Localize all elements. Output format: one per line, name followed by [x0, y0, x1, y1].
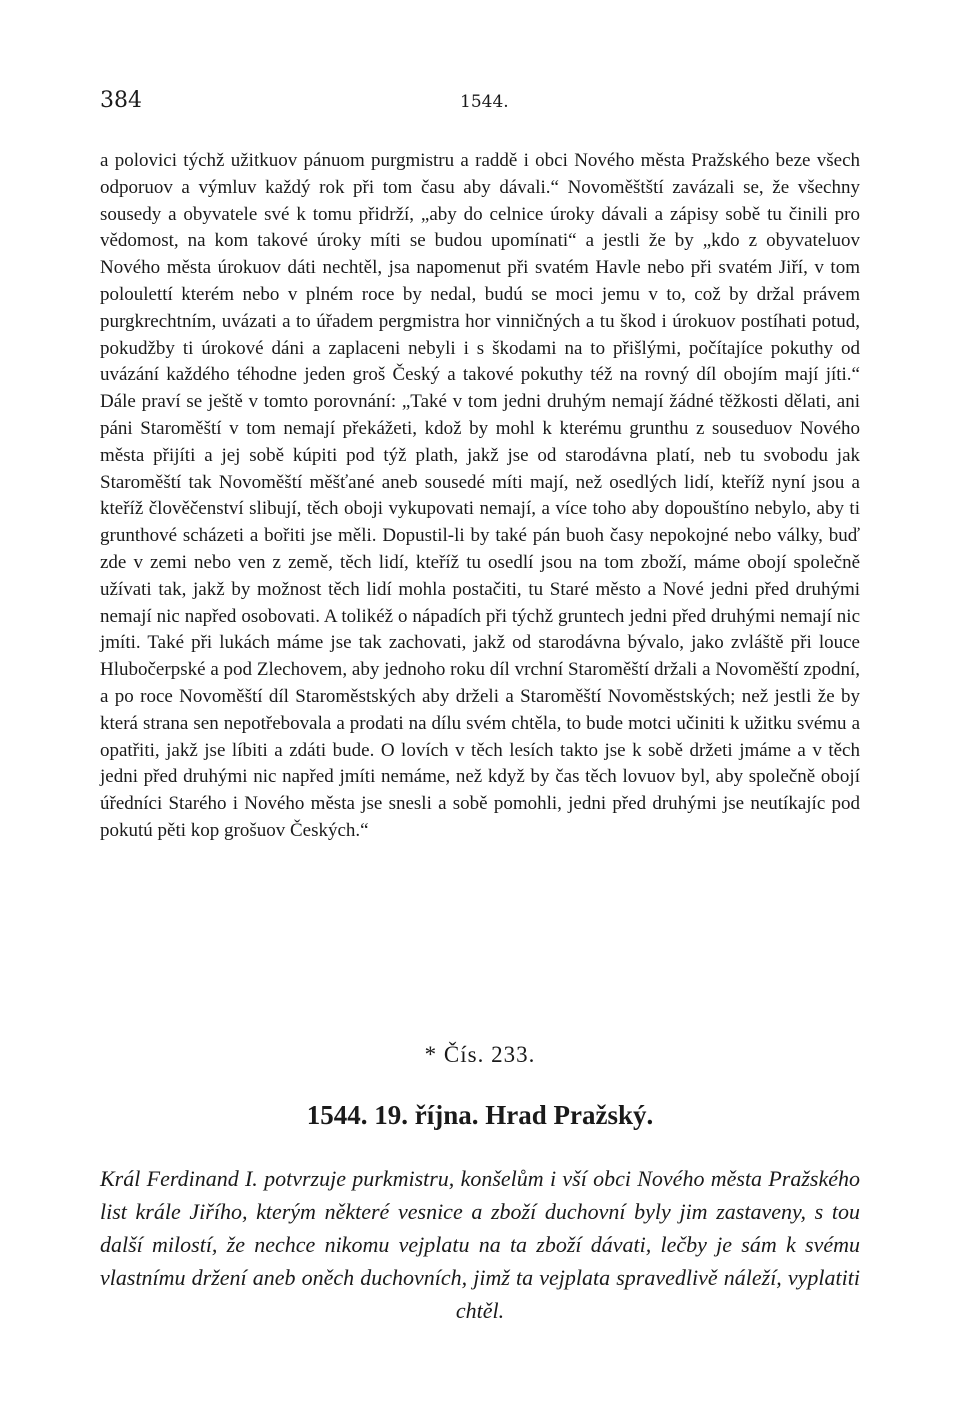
running-head-year: 1544. [460, 92, 509, 112]
body-paragraph: a polovici týchž užitkuov pánuom purgmistru a raddě i obci Nového města Pražského beze všech odporuov a výmluv každý rok při tom času aby dávali.“ Novoměštští zavázali se, že všechny sousedy a obyvatele své k tomu přidrží, „aby do celnice úroky dávali a zápisy sobě tu činili pro vědomost, na kom takové úroky míti se budou upomínati“ a jestli že by „kdo z obyvateluov Nového města úrokuov dáti nechtěl, jsa napomenut při svatém Havle nebo při svatém Jiří, v tom poloulettí kterém nebo v plném roce by nedal, budú se moci jemu v to, což by držal právem purgkrechtním, uvázati a to úřadem pergmistra hor vinničných a tu škod i úrokuov postíhati potud, pokudžby ti úrokové dáni a zaplaceni nebyli i s škodami na to přišlými, počítajíce pokuthy od uvázání každého téhodne jeden groš Český a takové pokuthy též na rovný díl obojím mají jíti.“ Dále praví se ještě v tomto porovnání: „Také v tom jedni druhým nemají žádné těžkosti dělati, ani páni Staroměští v tom nemají překážeti, kdož by mohl k kterému grunthu z souseduov Nového města přijíti a jej sobě kúpiti pod týž plath, jakž jse od starodávna platí, neb tu svobodu jak Staroměští tak Novoměští měšťané aneb sousedé míti mají, než osedlých lidí, kteříž nyní jsou a kteříž člověčenství slibují, těch oboji vykupovati nemají, a více toho aby dopouštíno nebylo, aby ti grunthové scházeti a bořiti jse měli. Dopustil-li by také pán buoh časy nepokojné nebo války, buď zde v zemi nebo ven z země, těch lidí, kteříž tu osedlí jsou na tom zboží, máme obojí společně užívati tak, jakž by možnost těch lidí mohla postačiti, tu Staré město a Nové jedni před druhými nemají nic napřed osobovati. A tolikéž o nápadích při týchž gruntech jedni před druhými nemají nic jmíti. Také při lukách máme jse tak zachovati, jakž od starodávna bývalo, jako zvláště při louce Hlubočerpské a pod Zlechovem, aby jednoho roku díl vrchní Staroměští držali a Novoměští zpodní, a po roce Novoměští díl Staroměstských aby drželi a Staroměští Novoměstských; než jestli že by která strana sen nepotřebovala a prodati na dílu svém chtěla, to bude motci učiniti k užitku svému a opatřiti, jakž jse líbiti a zdáti bude. O lovích v těch lesích takto jse k sobě držeti jmáme a v těch jedni před druhými nic napřed jmíti nemáme, než když by čas těch lovuov byl, aby společně obojí úředníci Starého i Nového města jse snesli a sobě pomohli, jedni před druhými jse neutíkajíc pod pokutú pěti kop grošuov Českých.“ [100, 150, 860, 841]
page-number: 384 [100, 88, 142, 113]
document-regest: Král Ferdinand I. potvrzuje purkmistru, konšelům i vší obci Nového města Pražského list krále Jiřího, kterým některé vesnice a zboží duchovní byly jim zastaveny, s tou další milostí, že nechce nikomu vejplatu na ta zboží dávati, lečby je sám k svému vlastnímu držení aneb oněch duchovních, jimž ta vejplata spravedlivě náleží, vyplatiti chtěl. [100, 1166, 860, 1323]
document-number: * Čís. 233. [424, 1042, 536, 1067]
document-date-place: 1544. 19. října. Hrad Pražský. [306, 1100, 654, 1130]
page-header [100, 88, 860, 122]
